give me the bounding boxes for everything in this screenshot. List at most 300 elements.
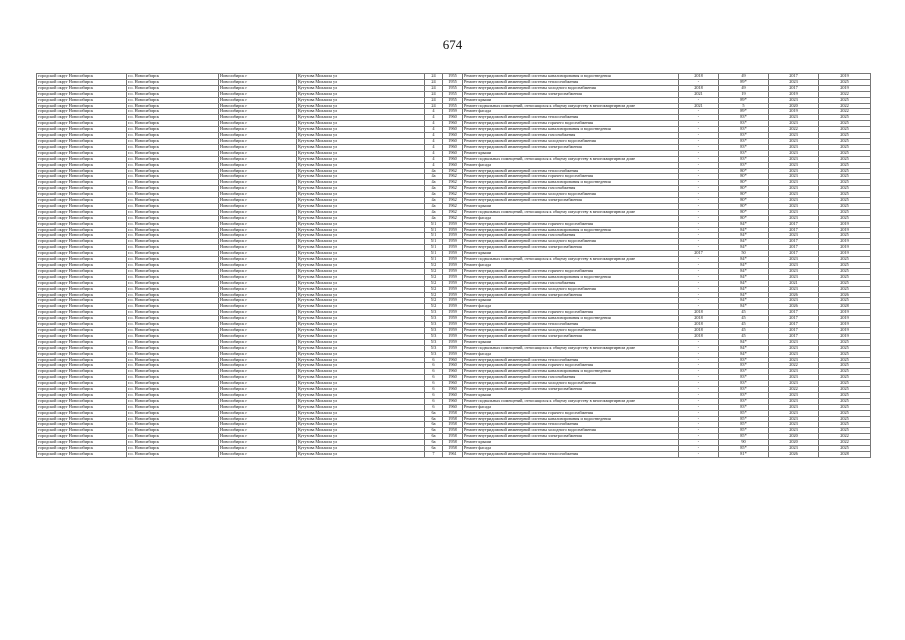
start-year-cell: 2017 bbox=[769, 239, 819, 245]
start-year-cell: 2021 bbox=[769, 280, 819, 286]
end-year-cell: 2019 bbox=[819, 245, 871, 251]
house-cell: 5/1 bbox=[425, 257, 443, 263]
house-cell: 24 bbox=[425, 91, 443, 97]
district-cell: городской округ Новосибирск bbox=[37, 115, 127, 121]
built-year-cell: 1959 bbox=[443, 345, 463, 351]
okrug-cell: г.о. Новосибирск bbox=[127, 144, 219, 150]
district-cell: городской округ Новосибирск bbox=[37, 292, 127, 298]
okrug-cell: г.о. Новосибирск bbox=[127, 375, 219, 381]
okrug-cell: г.о. Новосибирск bbox=[127, 452, 219, 458]
house-cell: 5/3 bbox=[425, 316, 443, 322]
work-type-cell: Ремонт подвальных помещений, относящихся к общему имуществу в многоквартирном доме bbox=[463, 209, 679, 215]
start-year-cell: 2023 bbox=[769, 398, 819, 404]
end-year-cell: 2025 bbox=[819, 410, 871, 416]
house-cell: 6 bbox=[425, 363, 443, 369]
okrug-cell: г.о. Новосибирск bbox=[127, 333, 219, 339]
city-cell: Новосибирск г bbox=[219, 304, 297, 310]
built-year-cell: 1962 bbox=[443, 168, 463, 174]
city-cell: Новосибирск г bbox=[219, 156, 297, 162]
start-year-cell: 2017 bbox=[769, 333, 819, 339]
district-cell: городской округ Новосибирск bbox=[37, 310, 127, 316]
built-year-cell: 1960 bbox=[443, 162, 463, 168]
city-cell: Новосибирск г bbox=[219, 239, 297, 245]
work-type-cell: Ремонт внутридомовой инженерной системы горячего водоснабжения bbox=[463, 410, 679, 416]
work-type-cell: Ремонт внутридомовой инженерной системы горячего водоснабжения bbox=[463, 310, 679, 316]
end-year-cell: 2025 bbox=[819, 121, 871, 127]
okrug-cell: г.о. Новосибирск bbox=[127, 428, 219, 434]
house-cell: 4 bbox=[425, 133, 443, 139]
last-repair-year-cell: - bbox=[679, 174, 719, 180]
house-cell: 4а bbox=[425, 215, 443, 221]
last-repair-year-cell: - bbox=[679, 192, 719, 198]
house-cell: 6 bbox=[425, 375, 443, 381]
end-year-cell: 2025 bbox=[819, 233, 871, 239]
house-cell: 5/1 bbox=[425, 227, 443, 233]
house-cell: 5/3 bbox=[425, 310, 443, 316]
house-cell: 5/1 bbox=[425, 233, 443, 239]
start-year-cell: 2020 bbox=[769, 103, 819, 109]
work-type-cell: Ремонт внутридомовой инженерной системы газоснабжения bbox=[463, 233, 679, 239]
street-cell: Кутузова Михаила ул bbox=[297, 286, 425, 292]
wear-cell: 80* bbox=[719, 203, 769, 209]
city-cell: Новосибирск г bbox=[219, 274, 297, 280]
end-year-cell: 2025 bbox=[819, 280, 871, 286]
house-cell: 6а bbox=[425, 428, 443, 434]
end-year-cell: 2028 bbox=[819, 304, 871, 310]
okrug-cell: г.о. Новосибирск bbox=[127, 310, 219, 316]
house-cell: 4 bbox=[425, 144, 443, 150]
built-year-cell: 1955 bbox=[443, 74, 463, 80]
work-type-cell: Ремонт внутридомовой инженерной системы холодного водоснабжения bbox=[463, 327, 679, 333]
end-year-cell: 2025 bbox=[819, 174, 871, 180]
city-cell: Новосибирск г bbox=[219, 168, 297, 174]
last-repair-year-cell: - bbox=[679, 268, 719, 274]
city-cell: Новосибирск г bbox=[219, 398, 297, 404]
street-cell: Кутузова Михаила ул bbox=[297, 263, 425, 269]
work-type-cell: Ремонт фасада bbox=[463, 351, 679, 357]
house-cell: 6 bbox=[425, 381, 443, 387]
last-repair-year-cell: - bbox=[679, 168, 719, 174]
okrug-cell: г.о. Новосибирск bbox=[127, 434, 219, 440]
work-type-cell: Ремонт внутридомовой инженерной системы газоснабжения bbox=[463, 133, 679, 139]
end-year-cell: 2025 bbox=[819, 133, 871, 139]
end-year-cell: 2019 bbox=[819, 239, 871, 245]
work-type-cell: Ремонт подвальных помещений, относящихся к общему имуществу в многоквартирном доме bbox=[463, 257, 679, 263]
city-cell: Новосибирск г bbox=[219, 310, 297, 316]
last-repair-year-cell: - bbox=[679, 304, 719, 310]
built-year-cell: 1960 bbox=[443, 369, 463, 375]
wear-cell: 84* bbox=[719, 245, 769, 251]
wear-cell: 84* bbox=[719, 268, 769, 274]
work-type-cell: Ремонт внутридомовой инженерной системы канализирования и водоотведения bbox=[463, 369, 679, 375]
house-cell: 5/2 bbox=[425, 292, 443, 298]
street-cell: Кутузова Михаила ул bbox=[297, 381, 425, 387]
start-year-cell: 2023 bbox=[769, 268, 819, 274]
okrug-cell: г.о. Новосибирск bbox=[127, 440, 219, 446]
okrug-cell: г.о. Новосибирск bbox=[127, 392, 219, 398]
city-cell: Новосибирск г bbox=[219, 286, 297, 292]
start-year-cell: 2017 bbox=[769, 221, 819, 227]
street-cell: Кутузова Михаила ул bbox=[297, 79, 425, 85]
wear-cell: 45 bbox=[719, 310, 769, 316]
street-cell: Кутузова Михаила ул bbox=[297, 363, 425, 369]
last-repair-year-cell: - bbox=[679, 446, 719, 452]
district-cell: городской округ Новосибирск bbox=[37, 180, 127, 186]
street-cell: Кутузова Михаила ул bbox=[297, 174, 425, 180]
end-year-cell: 2019 bbox=[819, 333, 871, 339]
last-repair-year-cell: - bbox=[679, 298, 719, 304]
city-cell: Новосибирск г bbox=[219, 416, 297, 422]
street-cell: Кутузова Михаила ул bbox=[297, 133, 425, 139]
built-year-cell: 1959 bbox=[443, 233, 463, 239]
district-cell: городской округ Новосибирск bbox=[37, 327, 127, 333]
built-year-cell: 1958 bbox=[443, 440, 463, 446]
built-year-cell: 1959 bbox=[443, 316, 463, 322]
house-cell: 4 bbox=[425, 162, 443, 168]
street-cell: Кутузова Михаила ул bbox=[297, 239, 425, 245]
city-cell: Новосибирск г bbox=[219, 292, 297, 298]
start-year-cell: 2023 bbox=[769, 381, 819, 387]
district-cell: городской округ Новосибирск bbox=[37, 221, 127, 227]
last-repair-year-cell: - bbox=[679, 428, 719, 434]
street-cell: Кутузова Михаила ул bbox=[297, 121, 425, 127]
built-year-cell: 1962 bbox=[443, 186, 463, 192]
okrug-cell: г.о. Новосибирск bbox=[127, 446, 219, 452]
okrug-cell: г.о. Новосибирск bbox=[127, 251, 219, 257]
okrug-cell: г.о. Новосибирск bbox=[127, 322, 219, 328]
district-cell: городской округ Новосибирск bbox=[37, 97, 127, 103]
okrug-cell: г.о. Новосибирск bbox=[127, 280, 219, 286]
last-repair-year-cell: - bbox=[679, 392, 719, 398]
street-cell: Кутузова Михаила ул bbox=[297, 144, 425, 150]
end-year-cell: 2025 bbox=[819, 416, 871, 422]
built-year-cell: 1959 bbox=[443, 227, 463, 233]
work-type-cell: Ремонт внутридомовой инженерной системы газоснабжения bbox=[463, 375, 679, 381]
start-year-cell: 2023 bbox=[769, 257, 819, 263]
built-year-cell: 1958 bbox=[443, 416, 463, 422]
wear-cell: 83* bbox=[719, 398, 769, 404]
city-cell: Новосибирск г bbox=[219, 387, 297, 393]
end-year-cell: 2025 bbox=[819, 357, 871, 363]
street-cell: Кутузова Михаила ул bbox=[297, 138, 425, 144]
district-cell: городской округ Новосибирск bbox=[37, 174, 127, 180]
last-repair-year-cell: - bbox=[679, 239, 719, 245]
street-cell: Кутузова Михаила ул bbox=[297, 162, 425, 168]
okrug-cell: г.о. Новосибирск bbox=[127, 186, 219, 192]
okrug-cell: г.о. Новосибирск bbox=[127, 203, 219, 209]
district-cell: городской округ Новосибирск bbox=[37, 245, 127, 251]
street-cell: Кутузова Михаила ул bbox=[297, 109, 425, 115]
okrug-cell: г.о. Новосибирск bbox=[127, 422, 219, 428]
district-cell: городской округ Новосибирск bbox=[37, 422, 127, 428]
last-repair-year-cell: 2018 bbox=[679, 327, 719, 333]
house-cell: 5/3 bbox=[425, 322, 443, 328]
start-year-cell: 2022 bbox=[769, 363, 819, 369]
house-cell: 6а bbox=[425, 440, 443, 446]
start-year-cell: 2023 bbox=[769, 144, 819, 150]
built-year-cell: 1962 bbox=[443, 203, 463, 209]
start-year-cell: 2023 bbox=[769, 156, 819, 162]
wear-cell: 19 bbox=[719, 91, 769, 97]
house-cell: 5/3 bbox=[425, 327, 443, 333]
built-year-cell: 1962 bbox=[443, 180, 463, 186]
end-year-cell: 2019 bbox=[819, 221, 871, 227]
start-year-cell: 2023 bbox=[769, 298, 819, 304]
end-year-cell: 2025 bbox=[819, 198, 871, 204]
last-repair-year-cell: - bbox=[679, 292, 719, 298]
house-cell: 4 bbox=[425, 127, 443, 133]
wear-cell: 49 bbox=[719, 85, 769, 91]
last-repair-year-cell: - bbox=[679, 375, 719, 381]
street-cell: Кутузова Михаила ул bbox=[297, 428, 425, 434]
house-cell: 5/1 bbox=[425, 251, 443, 257]
end-year-cell: 2019 bbox=[819, 316, 871, 322]
okrug-cell: г.о. Новосибирск bbox=[127, 304, 219, 310]
street-cell: Кутузова Михаила ул bbox=[297, 168, 425, 174]
okrug-cell: г.о. Новосибирск bbox=[127, 121, 219, 127]
district-cell: городской округ Новосибирск bbox=[37, 127, 127, 133]
wear-cell: 83* bbox=[719, 404, 769, 410]
house-cell: 4 bbox=[425, 156, 443, 162]
last-repair-year-cell: - bbox=[679, 404, 719, 410]
city-cell: Новосибирск г bbox=[219, 428, 297, 434]
house-cell: 5/3 bbox=[425, 339, 443, 345]
street-cell: Кутузова Михаила ул bbox=[297, 398, 425, 404]
start-year-cell: 2023 bbox=[769, 133, 819, 139]
house-cell: 6 bbox=[425, 404, 443, 410]
last-repair-year-cell: - bbox=[679, 345, 719, 351]
last-repair-year-cell: - bbox=[679, 440, 719, 446]
street-cell: Кутузова Михаила ул bbox=[297, 392, 425, 398]
end-year-cell: 2019 bbox=[819, 327, 871, 333]
built-year-cell: 1960 bbox=[443, 115, 463, 121]
district-cell: городской округ Новосибирск bbox=[37, 351, 127, 357]
built-year-cell: 1955 bbox=[443, 91, 463, 97]
district-cell: городской округ Новосибирск bbox=[37, 434, 127, 440]
work-type-cell: Ремонт внутридомовой инженерной системы холодного водоснабжения bbox=[463, 192, 679, 198]
built-year-cell: 1961 bbox=[443, 452, 463, 458]
last-repair-year-cell: - bbox=[679, 339, 719, 345]
end-year-cell: 2025 bbox=[819, 398, 871, 404]
okrug-cell: г.о. Новосибирск bbox=[127, 74, 219, 80]
okrug-cell: г.о. Новосибирск bbox=[127, 404, 219, 410]
okrug-cell: г.о. Новосибирск bbox=[127, 233, 219, 239]
street-cell: Кутузова Михаила ул bbox=[297, 209, 425, 215]
okrug-cell: г.о. Новосибирск bbox=[127, 239, 219, 245]
end-year-cell: 2025 bbox=[819, 97, 871, 103]
work-type-cell: Ремонт подвальных помещений, относящихся к общему имуществу в многоквартирном доме bbox=[463, 156, 679, 162]
okrug-cell: г.о. Новосибирск bbox=[127, 410, 219, 416]
built-year-cell: 1959 bbox=[443, 286, 463, 292]
wear-cell: 84* bbox=[719, 221, 769, 227]
district-cell: городской округ Новосибирск bbox=[37, 316, 127, 322]
city-cell: Новосибирск г bbox=[219, 357, 297, 363]
start-year-cell: 2019 bbox=[769, 91, 819, 97]
end-year-cell: 2022 bbox=[819, 440, 871, 446]
last-repair-year-cell: - bbox=[679, 144, 719, 150]
last-repair-year-cell: 2018 bbox=[679, 74, 719, 80]
house-cell: 24 bbox=[425, 103, 443, 109]
street-cell: Кутузова Михаила ул bbox=[297, 404, 425, 410]
city-cell: Новосибирск г bbox=[219, 280, 297, 286]
work-type-cell: Ремонт внутридомовой инженерной системы канализирования и водоотведения bbox=[463, 274, 679, 280]
work-type-cell: Ремонт подвальных помещений, относящихся к общему имуществу в многоквартирном доме bbox=[463, 345, 679, 351]
built-year-cell: 1959 bbox=[443, 109, 463, 115]
built-year-cell: 1962 bbox=[443, 215, 463, 221]
work-type-cell: Ремонт внутридомовой инженерной системы теплоснабжения bbox=[463, 79, 679, 85]
okrug-cell: г.о. Новосибирск bbox=[127, 274, 219, 280]
built-year-cell: 1960 bbox=[443, 398, 463, 404]
city-cell: Новосибирск г bbox=[219, 79, 297, 85]
last-repair-year-cell: 2018 bbox=[679, 310, 719, 316]
start-year-cell: 2023 bbox=[769, 351, 819, 357]
last-repair-year-cell: - bbox=[679, 115, 719, 121]
start-year-cell: 2023 bbox=[769, 174, 819, 180]
district-cell: городской округ Новосибирск bbox=[37, 133, 127, 139]
work-type-cell: Ремонт внутридомовой инженерной системы канализирования и водоотведения bbox=[463, 74, 679, 80]
last-repair-year-cell: - bbox=[679, 286, 719, 292]
end-year-cell: 2025 bbox=[819, 144, 871, 150]
house-cell: 24 bbox=[425, 85, 443, 91]
work-type-cell: Ремонт внутридомовой инженерной системы электроснабжения bbox=[463, 292, 679, 298]
district-cell: городской округ Новосибирск bbox=[37, 280, 127, 286]
house-cell: 5/2 bbox=[425, 274, 443, 280]
street-cell: Кутузова Михаила ул bbox=[297, 221, 425, 227]
street-cell: Кутузова Михаила ул bbox=[297, 97, 425, 103]
work-type-cell: Ремонт внутридомовой инженерной системы теплоснабжения bbox=[463, 422, 679, 428]
wear-cell: 83* bbox=[719, 156, 769, 162]
start-year-cell: 2017 bbox=[769, 316, 819, 322]
okrug-cell: г.о. Новосибирск bbox=[127, 174, 219, 180]
work-type-cell: Ремонт крыши bbox=[463, 251, 679, 257]
wear-cell: 50 bbox=[719, 251, 769, 257]
end-year-cell: 2019 bbox=[819, 227, 871, 233]
last-repair-year-cell: - bbox=[679, 398, 719, 404]
district-cell: городской округ Новосибирск bbox=[37, 416, 127, 422]
last-repair-year-cell: - bbox=[679, 227, 719, 233]
street-cell: Кутузова Михаила ул bbox=[297, 192, 425, 198]
house-cell: 4а bbox=[425, 180, 443, 186]
last-repair-year-cell: 2021 bbox=[679, 91, 719, 97]
end-year-cell: 2025 bbox=[819, 168, 871, 174]
wear-cell: 84* bbox=[719, 274, 769, 280]
city-cell: Новосибирск г bbox=[219, 221, 297, 227]
street-cell: Кутузова Михаила ул bbox=[297, 345, 425, 351]
city-cell: Новосибирск г bbox=[219, 251, 297, 257]
start-year-cell: 2017 bbox=[769, 322, 819, 328]
house-cell: 5/1 bbox=[425, 239, 443, 245]
last-repair-year-cell: - bbox=[679, 280, 719, 286]
okrug-cell: г.о. Новосибирск bbox=[127, 180, 219, 186]
start-year-cell: 2023 bbox=[769, 121, 819, 127]
work-type-cell: Ремонт внутридомовой инженерной системы холодного водоснабжения bbox=[463, 381, 679, 387]
start-year-cell: 2023 bbox=[769, 79, 819, 85]
work-type-cell: Ремонт внутридомовой инженерной системы теплоснабжения bbox=[463, 322, 679, 328]
table-body bbox=[37, 74, 871, 458]
end-year-cell: 2025 bbox=[819, 162, 871, 168]
district-cell: городской округ Новосибирск bbox=[37, 339, 127, 345]
last-repair-year-cell: - bbox=[679, 410, 719, 416]
wear-cell: 83* bbox=[719, 150, 769, 156]
wear-cell: 83* bbox=[719, 127, 769, 133]
wear-cell: 90 bbox=[719, 440, 769, 446]
start-year-cell: 2020 bbox=[769, 440, 819, 446]
district-cell: городской округ Новосибирск bbox=[37, 91, 127, 97]
work-type-cell: Ремонт фасада bbox=[463, 263, 679, 269]
city-cell: Новосибирск г bbox=[219, 138, 297, 144]
end-year-cell: 2025 bbox=[819, 369, 871, 375]
built-year-cell: 1955 bbox=[443, 103, 463, 109]
street-cell: Кутузова Михаила ул bbox=[297, 446, 425, 452]
end-year-cell: 2025 bbox=[819, 268, 871, 274]
wear-cell: 83* bbox=[719, 357, 769, 363]
house-cell: 6 bbox=[425, 387, 443, 393]
district-cell: городской округ Новосибирск bbox=[37, 144, 127, 150]
start-year-cell: 2020 bbox=[769, 434, 819, 440]
end-year-cell: 2025 bbox=[819, 446, 871, 452]
start-year-cell: 2023 bbox=[769, 203, 819, 209]
work-type-cell: Ремонт внутридомовой инженерной системы электроснабжения bbox=[463, 144, 679, 150]
start-year-cell: 2023 bbox=[769, 392, 819, 398]
wear-cell: 45 bbox=[719, 322, 769, 328]
work-type-cell: Ремонт внутридомовой инженерной системы канализирования и водоотведения bbox=[463, 180, 679, 186]
built-year-cell: 1959 bbox=[443, 310, 463, 316]
city-cell: Новосибирск г bbox=[219, 363, 297, 369]
built-year-cell: 1959 bbox=[443, 263, 463, 269]
last-repair-year-cell: - bbox=[679, 215, 719, 221]
end-year-cell: 2022 bbox=[819, 91, 871, 97]
okrug-cell: г.о. Новосибирск bbox=[127, 85, 219, 91]
start-year-cell: 2023 bbox=[769, 404, 819, 410]
wear-cell: 45 bbox=[719, 316, 769, 322]
wear-cell: 85* bbox=[719, 428, 769, 434]
district-cell: городской округ Новосибирск bbox=[37, 192, 127, 198]
work-type-cell: Ремонт внутридомовой инженерной системы холодного водоснабжения bbox=[463, 428, 679, 434]
street-cell: Кутузова Михаила ул bbox=[297, 198, 425, 204]
end-year-cell: 2025 bbox=[819, 150, 871, 156]
last-repair-year-cell: - bbox=[679, 121, 719, 127]
work-type-cell: Ремонт внутридомовой инженерной системы горячего водоснабжения bbox=[463, 221, 679, 227]
built-year-cell: 1960 bbox=[443, 127, 463, 133]
district-cell: городской округ Новосибирск bbox=[37, 392, 127, 398]
last-repair-year-cell: - bbox=[679, 180, 719, 186]
end-year-cell: 2025 bbox=[819, 375, 871, 381]
end-year-cell: 2025 bbox=[819, 345, 871, 351]
work-type-cell: Ремонт подвальных помещений, относящихся к общему имуществу в многоквартирном доме bbox=[463, 398, 679, 404]
okrug-cell: г.о. Новосибирск bbox=[127, 345, 219, 351]
street-cell: Кутузова Михаила ул bbox=[297, 298, 425, 304]
okrug-cell: г.о. Новосибирск bbox=[127, 381, 219, 387]
work-type-cell: Ремонт внутридомовой инженерной системы электроснабжения bbox=[463, 434, 679, 440]
wear-cell: 84* bbox=[719, 345, 769, 351]
wear-cell: 84* bbox=[719, 233, 769, 239]
start-year-cell: 2017 bbox=[769, 227, 819, 233]
last-repair-year-cell: - bbox=[679, 162, 719, 168]
house-cell: 5/1 bbox=[425, 245, 443, 251]
work-type-cell: Ремонт крыши bbox=[463, 339, 679, 345]
built-year-cell: 1960 bbox=[443, 138, 463, 144]
district-cell: городской округ Новосибирск bbox=[37, 369, 127, 375]
city-cell: Новосибирск г bbox=[219, 268, 297, 274]
street-cell: Кутузова Михаила ул bbox=[297, 351, 425, 357]
wear-cell: 84* bbox=[719, 351, 769, 357]
city-cell: Новосибирск г bbox=[219, 91, 297, 97]
city-cell: Новосибирск г bbox=[219, 351, 297, 357]
start-year-cell: 2023 bbox=[769, 180, 819, 186]
house-cell: 4а bbox=[425, 198, 443, 204]
end-year-cell: 2025 bbox=[819, 79, 871, 85]
end-year-cell: 2025 bbox=[819, 215, 871, 221]
